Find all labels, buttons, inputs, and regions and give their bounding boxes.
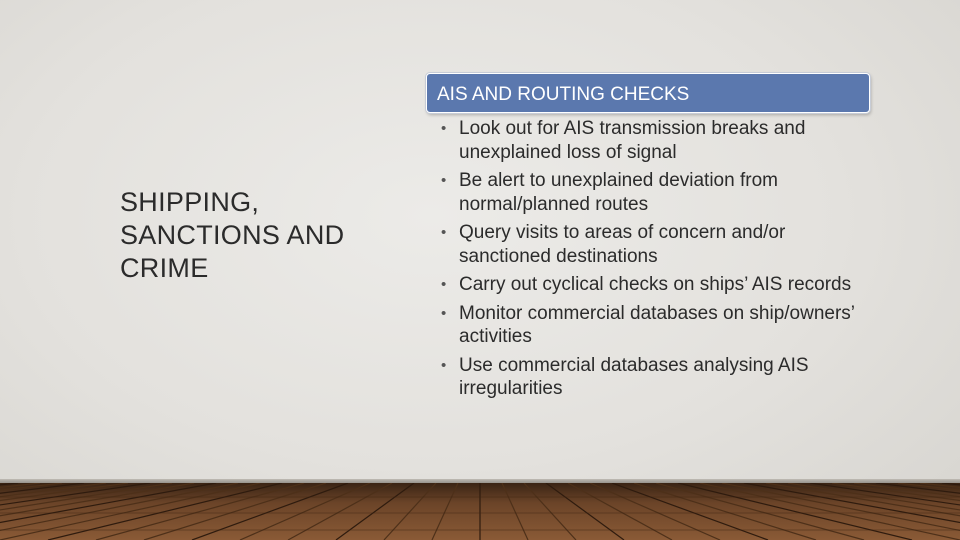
bullet-item [437, 169, 867, 216]
bullet-item [437, 117, 867, 164]
bullet-text: Use commercial databases analysing AIS irregularities [459, 354, 809, 399]
bullet-item [437, 221, 867, 268]
bullet-text: Look out for AIS transmission breaks and unexplained loss of signal [459, 118, 806, 163]
section-header-box [426, 73, 870, 113]
bullet-marker: • [441, 120, 447, 137]
bullet-marker: • [441, 356, 447, 374]
bullet-item [437, 302, 867, 349]
bullet-marker: • [441, 304, 447, 322]
bullet-text: Monitor commercial databases on ship/owners’ activities [459, 302, 855, 347]
bullet-marker: • [441, 276, 447, 293]
bullet-marker: • [441, 172, 447, 189]
section-header-text: AIS AND ROUTING CHECKS [437, 84, 690, 105]
bullet-list [437, 117, 867, 406]
bullet-text: Query visits to areas of concern and/or sanctioned destinations [459, 222, 786, 267]
bullet-item [437, 273, 867, 297]
wood-floor-decoration [0, 483, 960, 540]
bullet-text: Carry out cyclical checks on ships’ AIS records [459, 274, 852, 295]
bullet-marker: • [441, 224, 447, 241]
slide-title: SHIPPING, SANCTIONS AND CRIME [120, 187, 345, 283]
bullet-text: Be alert to unexplained deviation from normal/planned routes [459, 170, 778, 215]
bullet-item [437, 354, 867, 401]
